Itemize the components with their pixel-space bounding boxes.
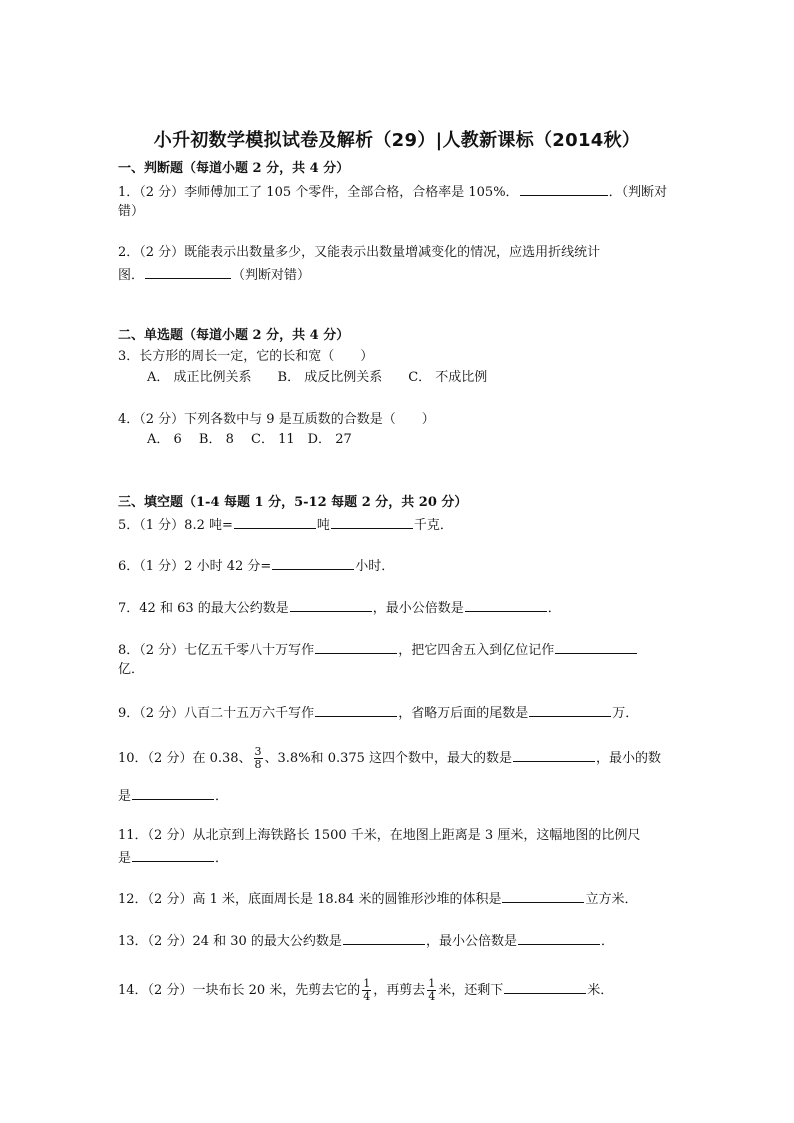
question-3-stem: 3．长方形的周长一定，它的长和宽（ ） [118,349,374,364]
question-11-text-2: 是 [118,851,132,866]
answer-blank[interactable] [145,265,231,279]
question-5-unit-2: 千克． [413,518,453,533]
answer-blank[interactable] [343,931,425,945]
fraction-one-quarter [362,978,371,1003]
question-10-line-1 [118,746,661,771]
question-1-suffix: ．（判断对 [608,185,668,200]
answer-blank[interactable] [529,703,611,717]
question-5-text: 5．（1 分）8.2 吨= [118,518,233,533]
answer-blank[interactable] [132,786,214,800]
answer-blank[interactable] [555,640,637,654]
question-12 [118,889,637,909]
question-10-text-4: 是 [118,789,132,804]
fraction-denominator: 4 [363,990,371,1003]
question-2-prefix: 图． [118,268,145,283]
question-4-stem: 4．（2 分）下列各数中与 9 是互质数的合数是（ ） [118,412,435,427]
answer-blank[interactable] [502,889,584,903]
page-title: 小升初数学模拟试卷及解析（29）|人教新课标（2014秋） [153,130,641,151]
question-11-line-2 [118,848,228,868]
question-10-end: ． [215,789,229,804]
question-9-text-2: ，省略万后面的尾数是 [398,706,529,721]
question-11-end: ． [215,851,229,866]
answer-blank[interactable] [465,598,547,612]
question-14-text-2: ，再剪去 [373,983,426,998]
section-heading-judgement: 一、判断题（每道小题 2 分，共 4 分） [118,161,350,176]
question-3-options: A． 成正比例关系 B． 成反比例关系 C． 不成比例 [147,370,488,385]
question-1-line-2: 错） [118,204,145,219]
answer-blank[interactable] [520,182,608,196]
question-5-unit-1: 吨 [316,518,330,533]
answer-blank[interactable] [132,848,214,862]
answer-blank[interactable] [315,640,397,654]
question-8-line-1 [118,640,638,660]
answer-blank[interactable] [504,980,586,994]
answer-blank[interactable] [315,703,397,717]
answer-blank[interactable] [518,931,600,945]
question-10-text-2: 、3.8%和 0.375 这四个数中，最大的数是 [264,751,513,766]
fraction-numerator: 1 [363,977,371,990]
section-heading-fill-in: 三、填空题（1-4 每题 1 分，5-12 每题 2 分，共 20 分） [118,495,468,510]
question-12-unit: 立方米． [585,892,638,907]
question-9-unit: 万． [612,706,639,721]
question-7-end: ． [547,601,561,616]
question-10-text: 10．（2 分）在 0.38、 [118,751,252,766]
question-14-text-3: 米，还剩下 [438,983,504,998]
question-2-line-1: 2．（2 分）既能表示出数量多少，又能表示出数量增减变化的情况，应选用折线统计 [118,245,601,260]
question-14-unit: 米． [587,983,614,998]
question-13-text: 13．（2 分）24 和 30 的最大公约数是 [118,934,342,949]
question-9-text: 9．（2 分）八百二十五万六千写作 [118,706,315,721]
answer-blank[interactable] [290,598,372,612]
answer-blank[interactable] [234,515,316,529]
question-6-unit: 小时． [355,559,395,574]
question-11-line-1: 11．（2 分）从北京到上海铁路长 1500 千米，在地图上距离是 3 厘米，这幅地图的比例尺 [118,828,641,843]
fraction-denominator: 4 [428,990,436,1003]
question-2-line-2 [118,265,310,285]
question-8-text: 8．（2 分）七亿五千零八十万写作 [118,643,315,658]
question-8-line-2: 亿． [118,662,145,677]
question-5 [118,515,453,535]
question-7-text: 7．42 和 63 的最大公约数是 [118,601,289,616]
fraction-numerator: 3 [254,745,262,758]
fraction-numerator: 1 [428,977,436,990]
question-10-text-3: ，最小的数 [596,751,662,766]
question-13-end: ． [600,934,614,949]
answer-blank[interactable] [331,515,413,529]
question-12-text: 12．（2 分）高 1 米，底面周长是 18.84 米的圆锥形沙堆的体积是 [118,892,502,907]
fraction-denominator: 8 [254,758,262,771]
question-1-text: 1．（2 分）李师傅加工了 105 个零件，全部合格，合格率是 105%． [118,185,519,200]
fraction-one-quarter [427,978,436,1003]
question-1-line-1 [118,182,667,202]
answer-blank[interactable] [513,748,595,762]
question-7 [118,598,561,618]
question-2-suffix: （判断对错） [232,268,311,283]
question-4-options: A． 6 B． 8 C． 11 D． 27 [147,432,352,447]
fraction-three-eighths [254,746,263,771]
question-6-text: 6．（1 分）2 小时 42 分= [118,559,272,574]
question-7-text-2: ，最小公倍数是 [372,601,464,616]
question-13-text-2: ，最小公倍数是 [425,934,517,949]
question-14 [118,978,613,1003]
section-heading-choice: 二、单选题（每道小题 2 分，共 4 分） [118,328,350,343]
question-13 [118,931,614,951]
question-6 [118,556,394,576]
question-10-line-2 [118,786,228,806]
question-14-text: 14．（2 分）一块布长 20 米，先剪去它的 [118,983,361,998]
question-9 [118,703,638,723]
answer-blank[interactable] [272,556,354,570]
question-8-text-2: ，把它四舍五入到亿位记作 [398,643,555,658]
